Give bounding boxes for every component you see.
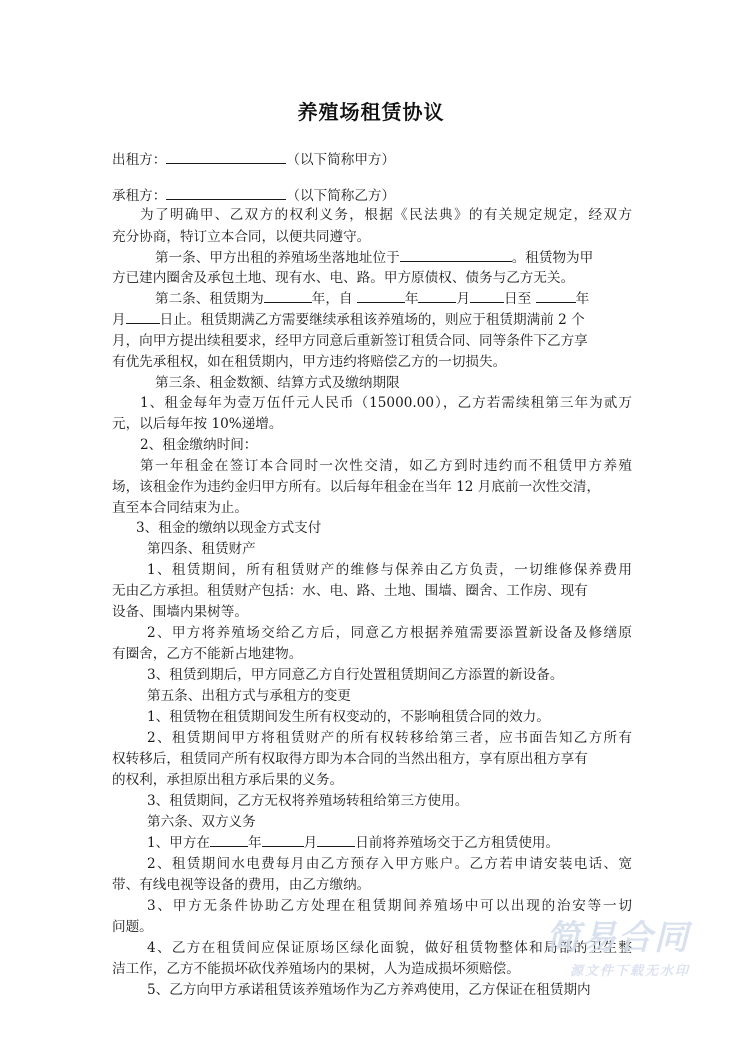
preamble-line-2: 充分协商，特订立本合同，以便共同遵守。 <box>112 229 371 245</box>
handover-year-blank[interactable] <box>210 834 248 847</box>
watermark <box>510 918 690 979</box>
watermark-subtitle: 源文件下载无水印 <box>569 964 690 979</box>
lessor-label: 出租方： <box>112 152 167 168</box>
handover-label: 1、甲方在 <box>147 835 211 851</box>
article-4-p2-line-1: 2、甲方将养殖场交给乙方后，同意乙方根据养殖需要添置新设备及修缮原 <box>147 625 632 641</box>
article-4-p1-line-2: 无由乙方承担。租赁财产包括：水、电、路、土地、围墙、圈舍、工作房、现有 <box>112 583 588 599</box>
article-6-p2-line-1: 2、租赁期间水电费每月由乙方预存入甲方账户。乙方若申请安装电话、宽 <box>147 856 632 872</box>
article-2-line-3: 月，向甲方提出续租要求，经甲方同意后重新签订租赁合同、同等条件下乙方享 <box>112 333 588 349</box>
end-day-blank[interactable] <box>126 311 160 324</box>
article-2-line-2 <box>112 311 632 329</box>
lessee-line <box>112 187 632 205</box>
article-4-p1-line-1: 1、租赁期间，所有租赁财产的维修与保养由乙方负责，一切维修保养费用 <box>147 562 632 578</box>
article-5-heading: 第五条、出租方式与承租方的变更 <box>147 688 351 704</box>
end-year-blank[interactable] <box>536 290 576 303</box>
lessee-name-blank[interactable] <box>166 187 286 200</box>
lease-years-blank[interactable] <box>264 290 312 303</box>
lessee-note: （以下简称乙方） <box>286 188 396 204</box>
farm-address-blank[interactable] <box>400 249 512 262</box>
article-2-line-4: 有优先承租权，如在租赁期内，甲方违约将赔偿乙方的一切损失。 <box>112 354 507 370</box>
end-year-label: 年 <box>575 291 590 307</box>
article-4-p1-line-3: 设备、围墙内果树等。 <box>112 604 248 620</box>
article-5-p2-line-1: 2、租赁期间甲方将租赁财产的所有权转移给第三者，应书面告知乙方所有 <box>147 730 632 746</box>
start-year-blank[interactable] <box>357 290 405 303</box>
article-5-p1: 1、租赁物在租赁期间发生所有权变动的，不影响租赁合同的效力。 <box>147 709 550 725</box>
article-6-p4-line-2: 洁工作，乙方不能损坏砍伐养殖场内的果树，人为造成损坏须赔偿。 <box>112 961 520 977</box>
article-5-p2-line-2: 权转移后，租赁同产所有权取得方即为本合同的当然出租方，享有原出租方享有 <box>112 751 588 767</box>
preamble-line-1: 为了明确甲、乙双方的权利义务，根据《民法典》的有关规定规定，经双方 <box>140 207 632 223</box>
handover-text: 日前将养殖场交于乙方租赁使用。 <box>355 835 560 851</box>
article-6-p5: 5、乙方向甲方承诺租赁该养殖场作为乙方养鸡使用，乙方保证在租赁期内 <box>147 982 591 998</box>
article-3-p1-line-1: 1、租金每年为壹万伍仟元人民币（15000.00），乙方若需续租第三年为贰万 <box>140 395 632 411</box>
article-4-heading: 第四条、租赁财产 <box>147 541 256 557</box>
handover-day-blank[interactable] <box>317 834 355 847</box>
lessor-note: （以下简称甲方） <box>286 152 396 168</box>
article-6-heading: 第六条、双方义务 <box>147 814 256 830</box>
article-1-line-2: 方已建内圈舍及承包土地、现有水、电、路。甲方原债权、债务与乙方无关。 <box>112 270 575 286</box>
article-2-line-1 <box>155 290 675 308</box>
article-4-p3: 3、租赁到期后，甲方同意乙方自行处置租赁期间乙方添置的新设备。 <box>147 667 564 683</box>
article-6-p4-line-1: 4、乙方在租赁间应保证原场区绿化面貌，做好租赁物整体和局部的卫生整 <box>147 940 632 956</box>
start-day-blank[interactable] <box>470 290 504 303</box>
lessee-label: 承租方： <box>112 188 167 204</box>
handover-month-label: 月 <box>303 835 318 851</box>
handover-year-label: 年 <box>248 835 262 851</box>
lease-from-label: 年，自 <box>311 291 353 307</box>
watermark-logo: 简易合同 <box>546 918 690 958</box>
article-6-p3-line-1: 3、甲方无条件协助乙方处理在租赁期间养殖场中可以出现的治安等一切 <box>147 898 632 914</box>
lessor-line <box>112 151 632 169</box>
article-3-p2-body-3: 直至本合同结束为止。 <box>112 500 248 516</box>
end-month-label: 月 <box>112 312 126 328</box>
article-6-p1 <box>147 834 667 852</box>
article-1-line-1 <box>155 249 675 267</box>
article-5-p3: 3、租赁期间，乙方无权将养殖场转租给第三方使用。 <box>147 793 469 809</box>
article-5-p2-line-3: 的权利，承担原出租方承后果的义务。 <box>112 772 344 788</box>
article-3-p1-line-2: 元，以后每年按 10%递增。 <box>112 416 283 432</box>
document-title: 养殖场租赁协议 <box>297 100 445 124</box>
article-6-p3-line-2: 问题。 <box>112 919 153 935</box>
article-3-p3: 3、租金的缴纳以现金方式支付 <box>136 520 322 536</box>
lessor-name-blank[interactable] <box>166 151 286 164</box>
article-3-p2-body-1: 第一年租金在签订本合同时一次性交清，如乙方到时违约而不租赁甲方养殖 <box>140 458 632 474</box>
start-year-label: 年 <box>404 291 419 307</box>
article-4-p2-line-2: 有圈舍，乙方不能新占地建物。 <box>112 646 303 662</box>
article-2-text-h: 日止。租赁期满乙方需要继续承租该养殖场的，则应于租赁期满前 2 个 <box>159 312 585 328</box>
start-day-label: 日至 <box>504 291 532 307</box>
article-1-text-a: 第一条、甲方出租的养殖场坐落地址位于 <box>155 250 400 266</box>
article-3-p2: 2、租金缴纳时间： <box>140 437 258 453</box>
start-month-label: 月 <box>456 291 471 307</box>
start-month-blank[interactable] <box>418 290 456 303</box>
handover-month-blank[interactable] <box>262 834 304 847</box>
article-1-text-b: 。租赁物为甲 <box>511 250 594 266</box>
article-6-p2-line-2: 带、有线电视等设备的费用，由乙方缴纳。 <box>112 877 371 893</box>
lease-term-label: 第二条、租赁期为 <box>155 291 264 307</box>
article-3-heading: 第三条、租金数额、结算方式及缴纳期限 <box>155 375 400 391</box>
article-3-p2-body-2: 场，该租金作为违约金归甲方所有。以后每年租金在当年 12 月底前一次性交清， <box>112 479 601 495</box>
